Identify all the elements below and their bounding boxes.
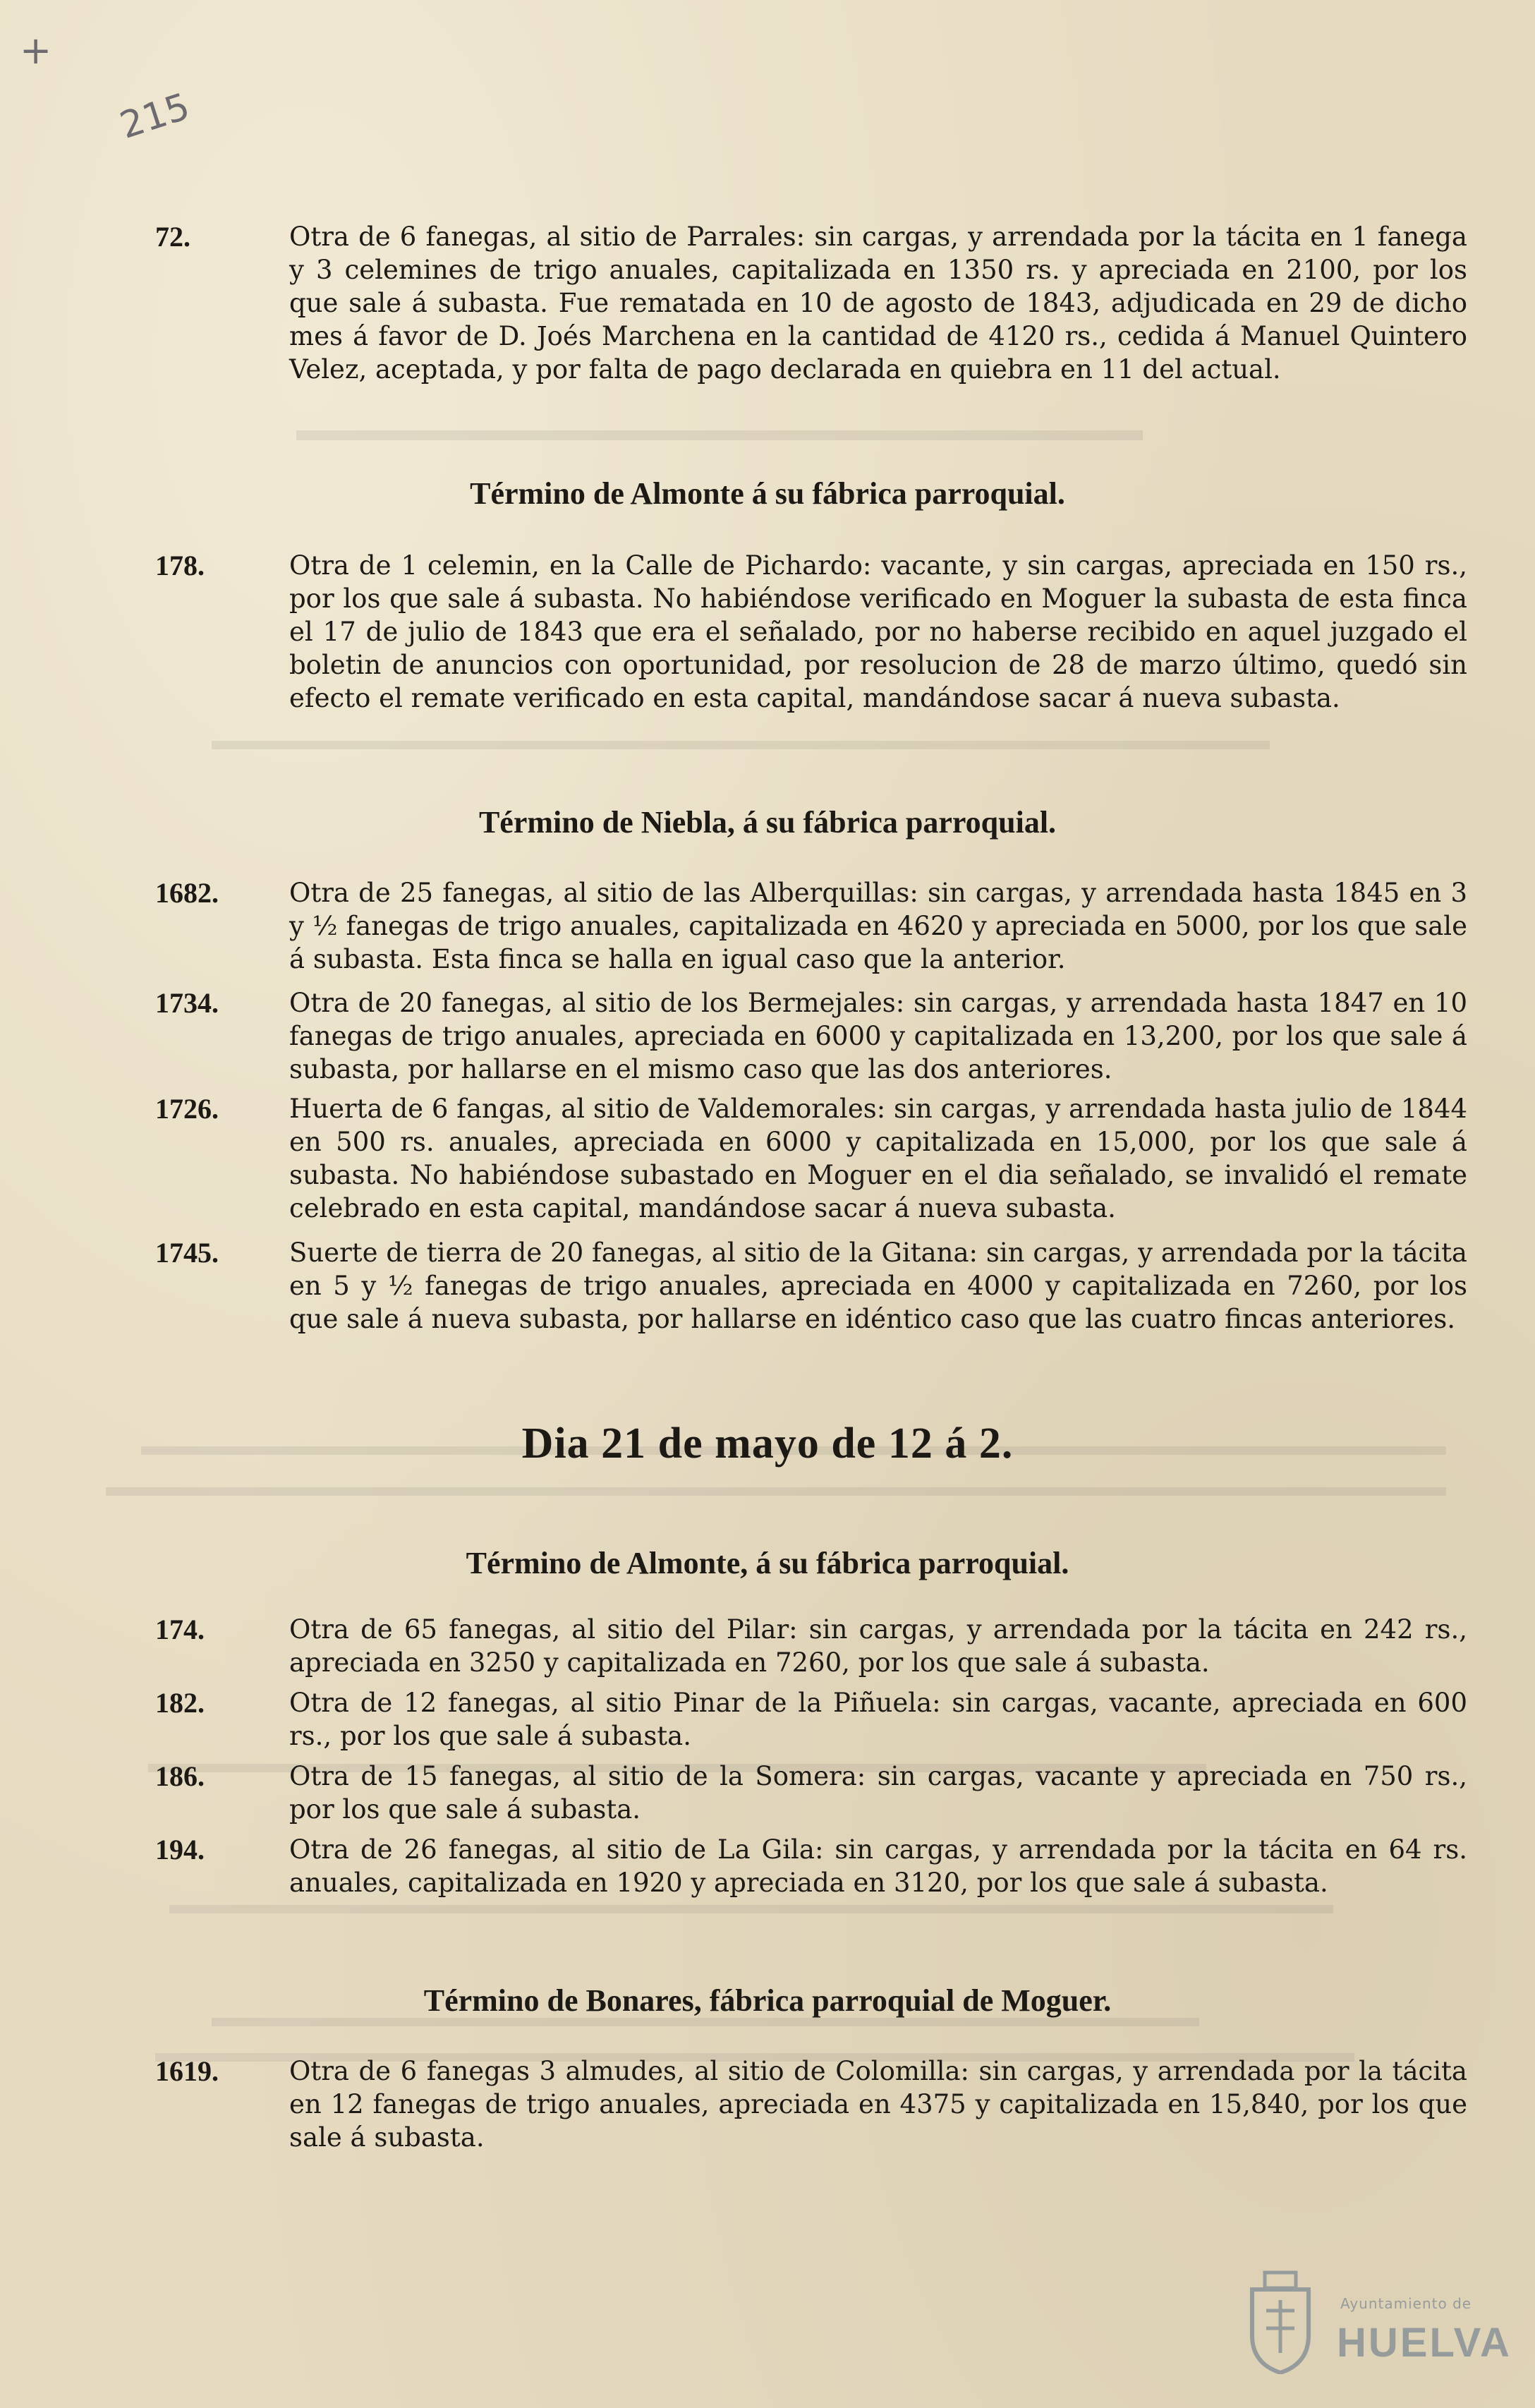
entry-number: 1682. [155,877,219,909]
list-item [155,1613,1467,1679]
entry-number: 72. [155,221,190,253]
list-item [155,1833,1467,1899]
entry-number: 1619. [155,2055,219,2087]
entry-text: Otra de 6 fanegas 3 almudes, al sitio de Colomilla: sin cargas, y arrendada por la tácita en 12 fanegas de trigo anuales, apreciada en 4375 y capitalizada en 15,840, por los que sale á subasta. [289,2056,1467,2153]
section-heading: Término de Almonte á su fábrica parroquial. [470,476,1065,511]
list-item [155,876,1467,976]
entry-number: 1734. [155,987,219,1019]
crest-icon [1238,2268,1323,2374]
archive-watermark [1238,2268,1512,2381]
watermark-title: Ayuntamiento de [1340,2295,1472,2312]
entry-text: Huerta de 6 fangas, al sitio de Valdemorales: sin cargas, y arrendada hasta julio de 1844 en 500 rs. anuales, apreciada en 6000 y capitalizada en 15,000, por los que sale á subasta. No habiéndose subastado en Moguer en el dia señalado, se invalidó el remate celebrado en esta capital, mandándose sacar á nueva subasta. [289,1094,1467,1223]
entry-number: 1726. [155,1093,219,1125]
entry-number: 186. [155,1760,205,1792]
entry-number: 178. [155,550,205,581]
entry-text: Otra de 65 fanegas, al sitio del Pilar: sin cargas, y arrendada por la tácita en 242 rs., apreciada en 3250 y capitalizada en 7260, por los que sale á subasta. [289,1614,1467,1678]
list-item [155,220,1467,386]
list-item [155,1686,1467,1753]
entry-text: Otra de 6 fanegas, al sitio de Parrales: sin cargas, y arrendada por la tácita en 1 fanega y 3 celemines de trigo anuales, capitalizada en 1350 rs. y apreciada en 2100, por los que sale á subasta. Fue rematada en 10 de agosto de 1843, adjudicada en 29 de dicho mes á favor de D. Joés Marchena en la cantidad de 4120 rs., cedida á Manuel Quintero Velez, aceptada, y por falta de pago declarada en quiebra en 11 del actual. [289,222,1467,385]
entry-text: Otra de 1 celemin, en la Calle de Pichardo: vacante, y sin cargas, apreciada en 150 rs., por los que sale á subasta. No habiéndose verificado en Moguer la subasta de esta finca el 17 de julio de 1843 que era el señalado, por no haberse recibido en aquel juzgado el boletin de anuncios con oportunidad, por resolucion de 28 de marzo último, quedó sin efecto el remate verificado en esta capital, mandándose sacar á nueva subasta. [289,550,1467,713]
watermark-city: HUELVA [1337,2320,1512,2366]
list-item [155,2055,1467,2154]
list-item [155,986,1467,1086]
entry-text: Otra de 25 fanegas, al sitio de las Alberquillas: sin cargas, y arrendada hasta 1845 en 3 y ½ fanegas de trigo anuales, capitalizada en 4620 y apreciada en 5000, por los que sale á subasta. Esta finca se halla en igual caso que la anterior. [289,878,1467,974]
list-item [155,549,1467,715]
entry-text: Otra de 20 fanegas, al sitio de los Bermejales: sin cargas, y arrendada hasta 1847 en 10 fanegas de trigo anuales, apreciada en 6000 y capitalizada en 13,200, por los que sale á subasta, por hallarse en el mismo caso que las dos anteriores. [289,988,1467,1084]
entry-text: Suerte de tierra de 20 fanegas, al sitio de la Gitana: sin cargas, y arrendada por la tácita en 5 y ½ fanegas de trigo anuales, apreciada en 4000 y capitalizada en 7260, por los que sale á nueva subasta, por hallarse en idéntico caso que las cuatro fincas anteriores. [289,1238,1467,1334]
list-item [155,1236,1467,1336]
list-item [155,1760,1467,1826]
entry-number: 1745. [155,1237,219,1269]
margin-plus-mark: + [20,28,52,73]
folio-number: 215 [115,85,195,147]
entry-text: Otra de 12 fanegas, al sitio Pinar de la Piñuela: sin cargas, vacante, apreciada en 600 rs., por los que sale á subasta. [289,1688,1467,1751]
entry-text: Otra de 26 fanegas, al sitio de La Gila: sin cargas, y arrendada por la tácita en 64 rs. anuales, capitalizada en 1920 y apreciada en 3120, por los que sale á subasta. [289,1834,1467,1898]
date-heading: Dia 21 de mayo de 12 á 2. [521,1420,1014,1468]
entry-number: 194. [155,1834,205,1865]
section-heading: Término de Almonte, á su fábrica parroquial. [466,1546,1069,1580]
entry-number: 174. [155,1614,205,1645]
list-item [155,1092,1467,1225]
section-heading: Término de Niebla, á su fábrica parroquial. [478,805,1057,840]
entry-number: 182. [155,1687,205,1719]
entry-text: Otra de 15 fanegas, al sitio de la Somera: sin cargas, vacante y apreciada en 750 rs., por los que sale á subasta. [289,1761,1467,1825]
section-heading: Término de Bonares, fábrica parroquial de Moguer. [423,1983,1112,2018]
